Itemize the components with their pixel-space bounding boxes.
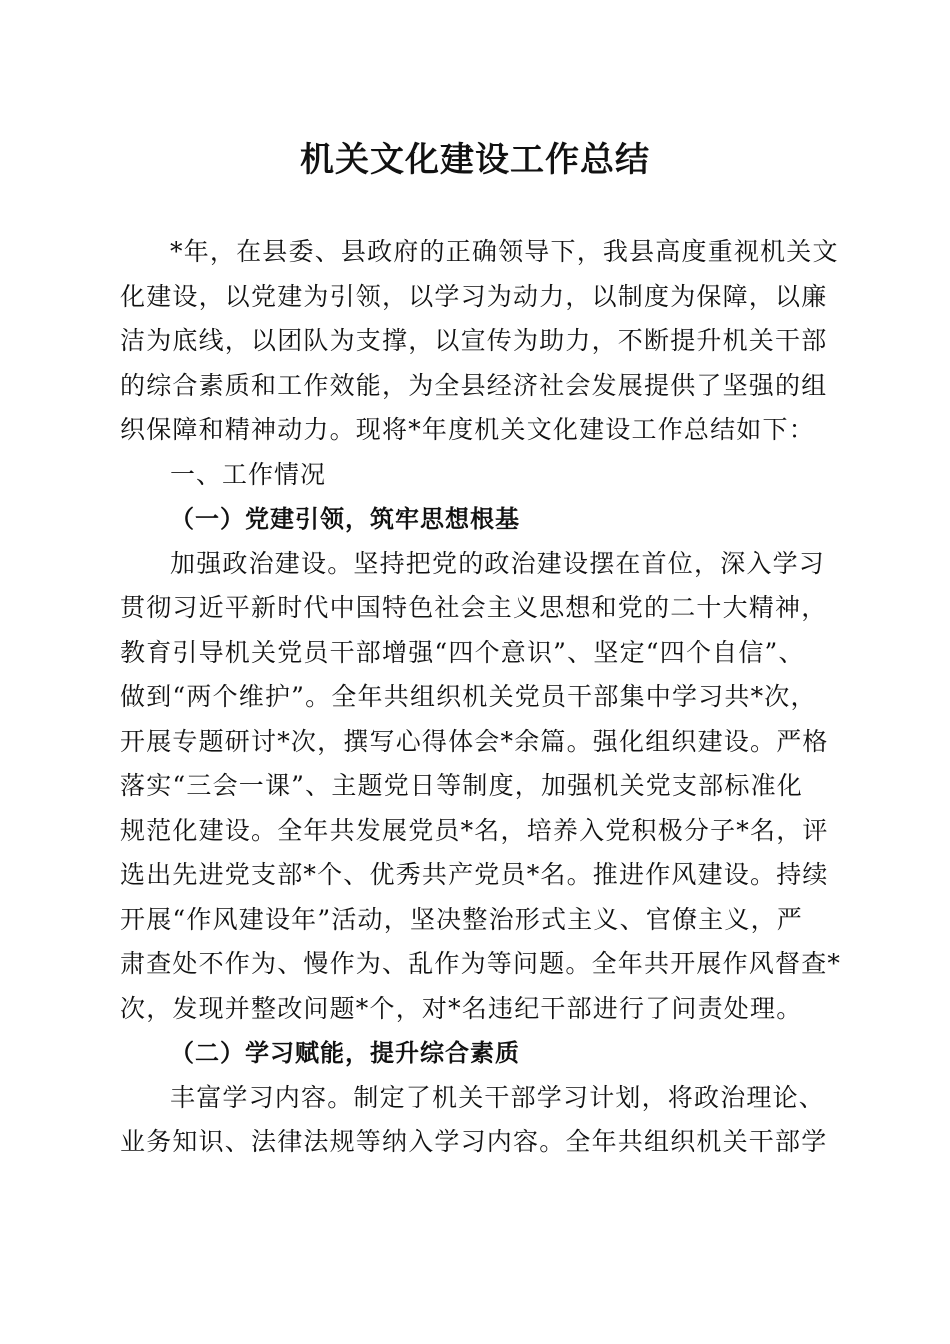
section-heading-work-status: 一、工作情况 xyxy=(170,459,327,489)
intro-line-1: *年，在县委、县政府的正确领导下，我县高度重视机关文 xyxy=(170,237,839,266)
intro-line-3: 洁为底线，以团队为支撑，以宣传为助力，不断提升机关干部 xyxy=(120,326,828,355)
party-line-6: 落实“三会一课”、主题党日等制度，加强机关党支部标准化 xyxy=(120,771,803,800)
party-line-2: 贯彻习近平新时代中国特色社会主义思想和党的二十大精神， xyxy=(120,593,828,622)
intro-line-5: 织保障和精神动力。现将*年度机关文化建设工作总结如下： xyxy=(120,415,815,444)
party-line-10: 肃查处不作为、慢作为、乱作为等问题。全年共开展作风督查* xyxy=(120,949,842,978)
party-line-11: 次，发现并整改问题*个，对*名违纪干部进行了问责处理。 xyxy=(120,993,803,1023)
party-line-1: 加强政治建设。坚持把党的政治建设摆在首位，深入学习 xyxy=(170,548,826,578)
intro-line-4: 的综合素质和工作效能，为全县经济社会发展提供了坚强的组 xyxy=(120,370,828,400)
party-line-7: 规范化建设。全年共发展党员*名，培养入党积极分子*名，评 xyxy=(120,815,829,845)
learning-line-1: 丰富学习内容。制定了机关干部学习计划，将政治理论、 xyxy=(170,1082,826,1112)
party-line-8: 选出先进党支部*个、优秀共产党员*名。推进作风建设。持续 xyxy=(120,860,829,889)
learning-line-2: 业务知识、法律法规等纳入学习内容。全年共组织机关干部学 xyxy=(120,1127,828,1156)
party-line-5: 开展专题研讨*次，撰写心得体会*余篇。强化组织建设。严格 xyxy=(120,726,829,756)
intro-paragraph xyxy=(120,230,839,453)
learning-paragraph xyxy=(120,1076,828,1165)
document-title: 机关文化建设工作总结 xyxy=(300,140,650,180)
subsection-heading-party-building: （一）党建引领，筑牢思想根基 xyxy=(170,504,520,533)
party-line-4: 做到“两个维护”。全年共组织机关党员干部集中学习共*次， xyxy=(120,682,817,711)
document-body xyxy=(120,230,842,1165)
subsection-heading-learning: （二）学习赋能，提升综合素质 xyxy=(170,1038,520,1067)
party-line-9: 开展“作风建设年”活动，坚决整治形式主义、官僚主义，严 xyxy=(120,904,803,934)
intro-line-2: 化建设，以党建为引领，以学习为动力，以制度为保障，以廉 xyxy=(120,281,828,311)
party-building-paragraph xyxy=(120,542,842,1032)
party-line-3: 教育引导机关党员干部增强“四个意识”、坚定“四个自信”、 xyxy=(120,637,805,667)
